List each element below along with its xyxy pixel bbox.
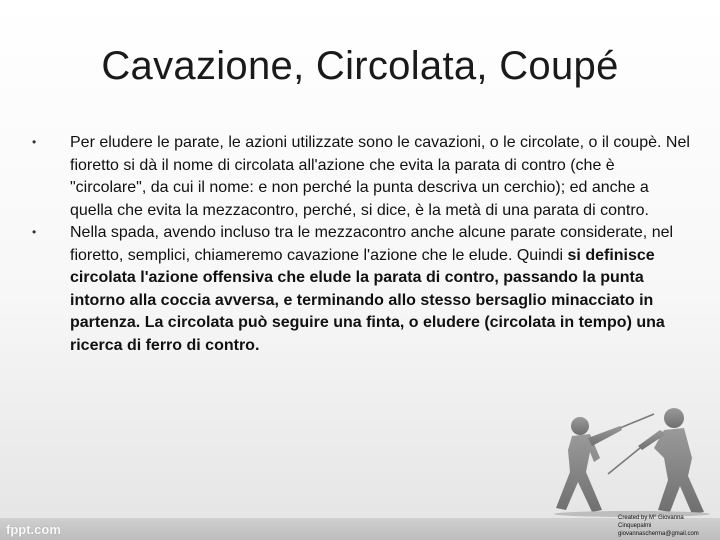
- bullet-icon: •: [32, 135, 37, 149]
- bullet-list: [30, 132, 690, 357]
- bullet-text-bold: si definisce circolata l'azione offensiva che elude la parata di contro, passando la punta intorno alla coccia avversa, e terminando allo stesso bersaglio minacciato in partenza. La circolata può seguire una finta, o eludere (circolata in tempo) una ricerca di ferro di contro.: [70, 246, 665, 354]
- bullet-item: [30, 132, 690, 222]
- bullet-text-plain: Nella spada, avendo incluso tra le mezzacontro anche alcune parate considerate, nel fioretto, semplici, chiameremo cavazione l'azione che le elude. Quindi: [70, 224, 674, 264]
- bullet-item: [30, 222, 690, 357]
- bullet-text: [70, 132, 690, 222]
- bullet-icon: •: [32, 225, 37, 239]
- fppt-logo[interactable]: fppt.com: [6, 522, 61, 537]
- author-credit: [618, 514, 714, 538]
- fencers-icon: [542, 388, 712, 518]
- credit-author: Created by M° Giovanna Cinquepalmi: [618, 515, 684, 529]
- footer-bar: [0, 515, 720, 540]
- bullet-text: [70, 222, 690, 357]
- bullet-text-plain: Per eludere le parate, le azioni utilizzate sono le cavazioni, o le circolate, o il coupè. Nel fioretto si dà il nome di circolata all'azione che evita la parata di contro (che è "circolare", da cui il nome: e non perché la punta descriva un cerchio); ed anche a quella che evita la mezzacontro, perché, si dice, è la metà di una parata di contro.: [70, 134, 690, 219]
- slide-title: Cavazione, Circolata, Coupé: [101, 44, 619, 88]
- credit-email: giovannascherma@gmail.com: [618, 531, 699, 537]
